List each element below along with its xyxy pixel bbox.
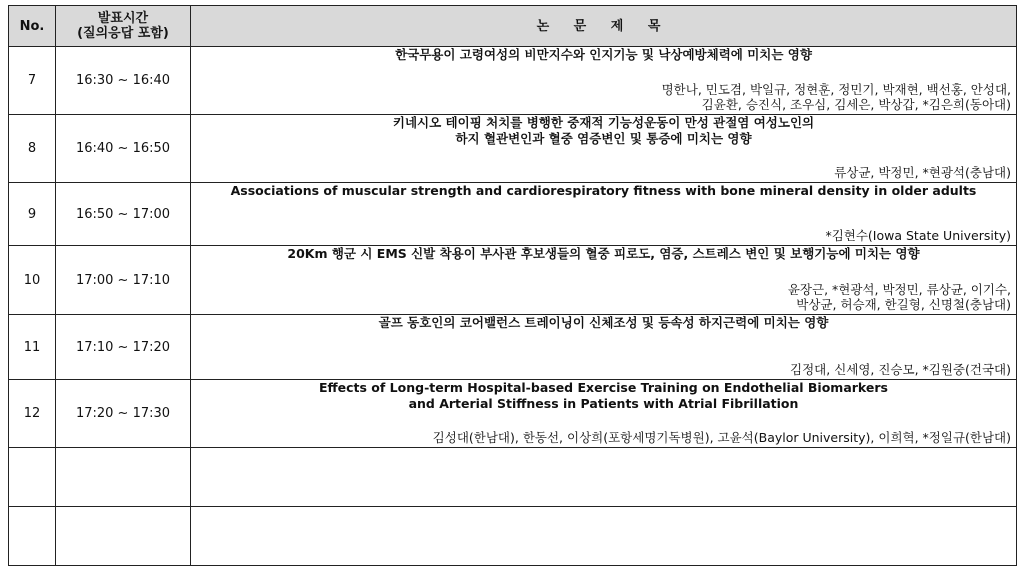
empty-cell — [56, 507, 191, 566]
row-content — [191, 315, 1017, 380]
row-time: 16:30 ~ 16:40 — [56, 47, 191, 115]
paper-title: 한국무용이 고령여성의 비만지수와 인지기능 및 낙상예방체력에 미치는 영향 — [395, 47, 812, 62]
header-time-line1: 발표시간 — [97, 11, 149, 26]
empty-row — [9, 507, 1017, 566]
row-content — [191, 246, 1017, 315]
paper-title: 키네시오 테이핑 처치를 병행한 중재적 기능성운동이 만성 관절염 여성노인의 하지 혈관변인과 혈중 염증변인 및 통증에 미치는 영향 — [392, 115, 815, 146]
paper-title: 골프 동호인의 코어밸런스 트레이닝이 신체조성 및 등속성 하지근력에 미치는 영향 — [378, 315, 829, 330]
empty-cell — [191, 507, 1017, 566]
table-row — [9, 47, 1017, 115]
table-row — [9, 115, 1017, 183]
row-time: 16:40 ~ 16:50 — [56, 115, 191, 183]
paper-authors: 류상균, 박정민, *현광석(충남대) — [834, 165, 1011, 180]
empty-cell — [9, 448, 56, 507]
header-time-line2: (질의응답 포함) — [77, 26, 169, 41]
row-number: 10 — [9, 246, 56, 315]
session-schedule-table — [8, 5, 1017, 566]
row-content — [191, 183, 1017, 246]
header-row — [9, 6, 1017, 47]
paper-authors: *김현수(Iowa State University) — [825, 228, 1011, 243]
row-number: 12 — [9, 380, 56, 448]
empty-cell — [56, 448, 191, 507]
row-number: 8 — [9, 115, 56, 183]
paper-title: Effects of Long-term Hospital-based Exercise Training on Endothelial Biomarkers and Arterial Stiffness in Patients with Atrial Fibrillation — [318, 380, 888, 411]
row-number: 7 — [9, 47, 56, 115]
row-content — [191, 47, 1017, 115]
row-content — [191, 380, 1017, 448]
header-time — [56, 6, 191, 47]
row-number: 9 — [9, 183, 56, 246]
table-row — [9, 246, 1017, 315]
paper-authors: 명한나, 민도겸, 박일규, 정현훈, 정민기, 박재현, 백선홍, 안성대, 김윤환, 승진식, 조우심, 김세은, 박상갑, *김은희(동아대) — [661, 82, 1011, 112]
row-number: 11 — [9, 315, 56, 380]
row-time: 17:10 ~ 17:20 — [56, 315, 191, 380]
paper-authors: 윤장근, *현광석, 박정민, 류상균, 이기수, 박상균, 허승재, 한길형, 신명철(충남대) — [787, 282, 1011, 312]
empty-cell — [9, 507, 56, 566]
table-row — [9, 183, 1017, 246]
paper-title: Associations of muscular strength and cardiorespiratory fitness with bone mineral density in older adults — [230, 183, 977, 198]
header-no: No. — [9, 6, 56, 47]
row-content — [191, 115, 1017, 183]
empty-row — [9, 448, 1017, 507]
paper-authors: 김정대, 신세영, 진승모, *김원중(건국대) — [790, 362, 1011, 377]
row-time: 17:00 ~ 17:10 — [56, 246, 191, 315]
paper-title: 20Km 행군 시 EMS 신발 착용이 부사관 후보생들의 혈중 피로도, 염증, 스트레스 변인 및 보행기능에 미치는 영향 — [287, 246, 920, 261]
row-time: 17:20 ~ 17:30 — [56, 380, 191, 448]
row-time: 16:50 ~ 17:00 — [56, 183, 191, 246]
table-row — [9, 380, 1017, 448]
header-title: 논 문 제 목 — [191, 6, 1017, 47]
empty-cell — [191, 448, 1017, 507]
paper-authors: 김성대(한남대), 한동선, 이상희(포항세명기독병원), 고윤석(Baylor University), 이희혁, *정일규(한남대) — [432, 430, 1011, 445]
table-row — [9, 315, 1017, 380]
